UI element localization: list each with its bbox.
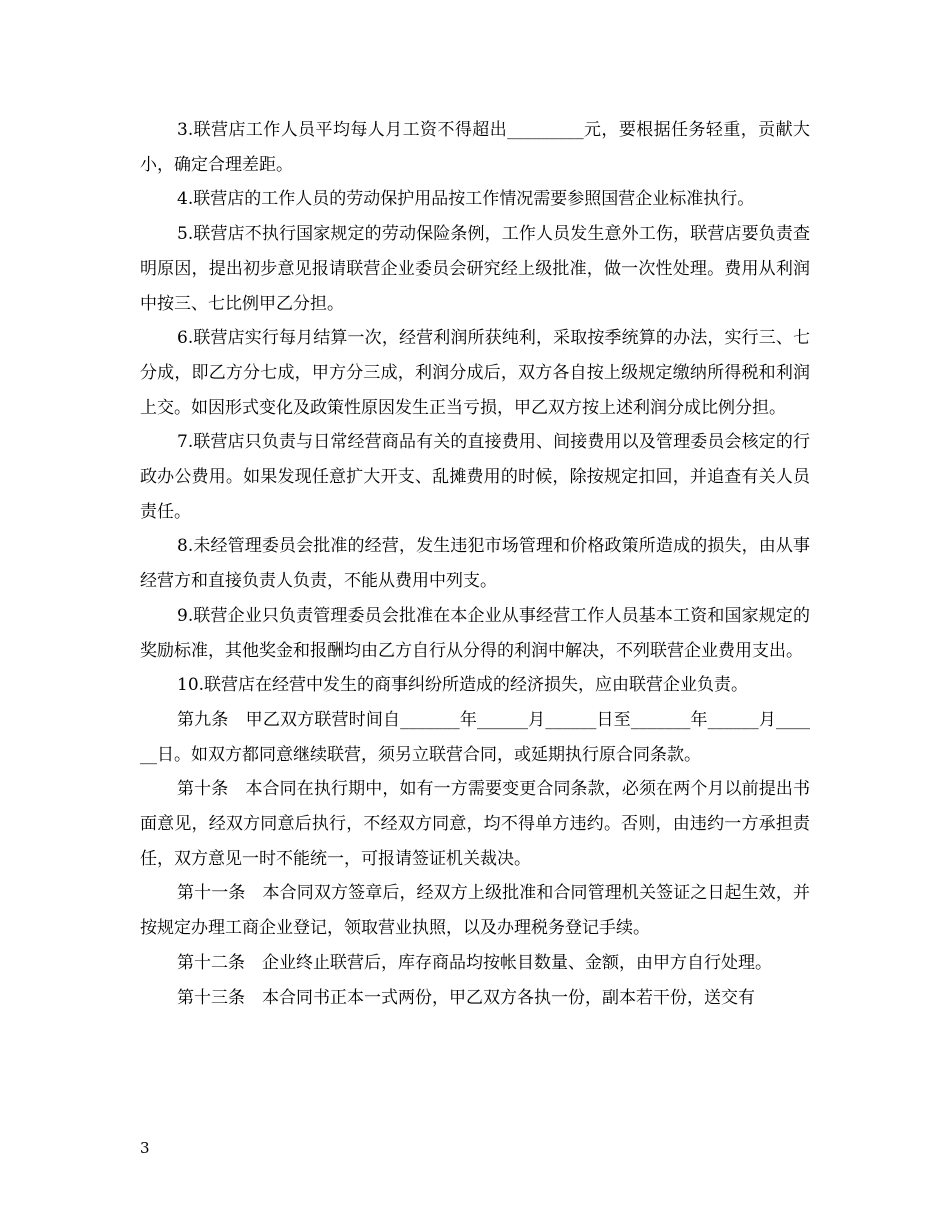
clause-item-4: 4.联营店的工作人员的劳动保护用品按工作情况需要参照国营企业标准执行。 <box>177 189 755 210</box>
clause-item-9: 9.联营企业只负责管理委员会批准在本企业从事经营工作人员基本工资和国家规定的奖励标准，其他奖金和报酬均由乙方自行从分得的利润中解决，不列联营企业费用支出。 <box>140 605 810 661</box>
clause-item-3: 3.联营店工作人员平均每人月工资不得超出_________元，要根据任务轻重，贡献大小，确定合理差距。 <box>140 120 810 175</box>
clause-item-5: 5.联营店不执行国家规定的劳动保险条例，工作人员发生意外工伤，联营店要负责查明原因，提出初步意见报请联营企业委员会研究经上级批准，做一次性处理。费用从利润中按三、七比例甲乙分担。 <box>140 224 810 314</box>
page-number: 3 <box>140 1139 150 1157</box>
article-9: 第九条 甲乙双方联营时间自_______年______月______日至_______年______月______日。如双方都同意继续联营，须另立联营合同，或延期执行原合同条款。 <box>140 709 810 765</box>
clause-item-7: 7.联营店只负责与日常经营商品有关的直接费用、间接费用以及管理委员会核定的行政办公费用。如果发现任意扩大开支、乱摊费用的时候，除按规定扣回，并追查有关人员责任。 <box>140 432 810 522</box>
clause-item-10: 10.联营店在经营中发生的商事纠纷所造成的经济损失，应由联营企业负责。 <box>177 675 749 696</box>
clause-item-8: 8.未经管理委员会批准的经营，发生违犯市场管理和价格政策所造成的损失，由从事经营方和直接负责人负责，不能从费用中列支。 <box>140 536 810 592</box>
contract-body <box>140 113 810 1015</box>
article-13: 第十三条 本合同书正本一式两份，甲乙双方各执一份，副本若干份，送交有 <box>177 987 755 1008</box>
article-12: 第十二条 企业终止联营后，库存商品均按帐目数量、金额，由甲方自行处理。 <box>177 952 772 973</box>
clause-item-6: 6.联营店实行每月结算一次，经营利润所获纯利，采取按季统算的办法，实行三、七分成，即乙方分七成，甲方分三成，利润分成后，双方各自按上级规定缴纳所得税和利润上交。如因形式变化及政策性原因发生正当亏损，甲乙双方按上述利润分成比例分担。 <box>140 328 810 418</box>
article-11: 第十一条 本合同双方签章后，经双方上级批准和合同管理机关签证之日起生效，并按规定办理工商企业登记，领取营业执照，以及办理税务登记手续。 <box>140 883 810 939</box>
article-10: 第十条 本合同在执行期中，如有一方需要变更合同条款，必须在两个月以前提出书面意见，经双方同意后执行，不经双方同意，均不得单方违约。否则，由违约一方承担责任，双方意见一时不能统一，可报请签证机关裁决。 <box>140 779 810 869</box>
